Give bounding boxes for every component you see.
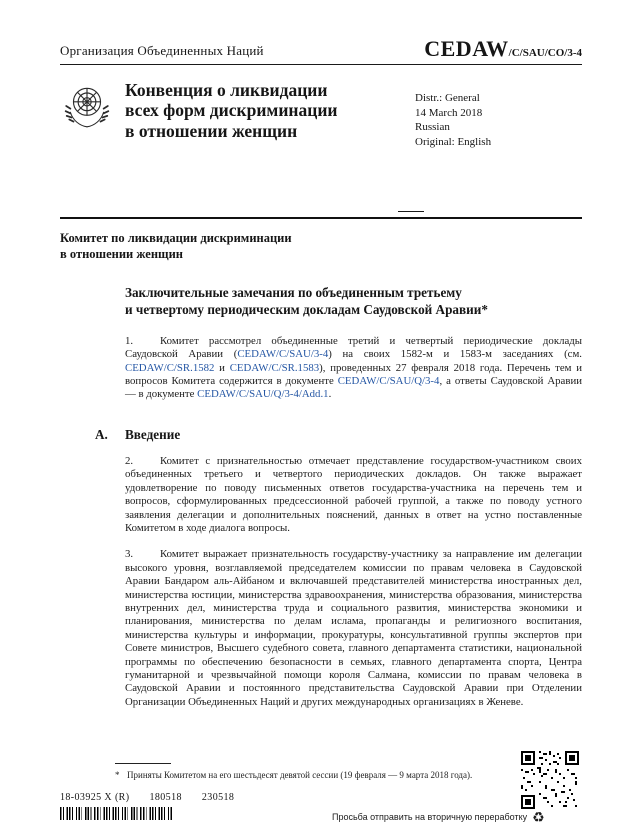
paragraph-3 [125, 548, 582, 709]
section-a-title: Введение [125, 426, 181, 442]
separator-rule [60, 217, 582, 219]
document-symbol [424, 36, 582, 62]
footnote-marker: * [115, 770, 120, 780]
paragraph-1-text: ), проведенных 27 февраля 2018 года. Перечень тем и вопросов Комитета содержится в документе [125, 361, 582, 388]
committee-line2: в отношении женщин [60, 247, 183, 261]
paragraph-1-text: , а ответы Саудовской Аравии — в документе [125, 375, 582, 401]
paragraph-1-number: 1. [125, 334, 134, 347]
paragraph-2-number: 2. [125, 454, 134, 467]
distr-original: Original: English [415, 135, 492, 148]
committee-heading [60, 230, 582, 262]
paragraph-1-text: и [214, 361, 230, 374]
barcode [60, 807, 172, 820]
footnote-text: Приняты Комитетом на его шестьдесят девятой сессии (19 февраля — 9 марта 2018 года). [127, 770, 473, 780]
masthead-main [60, 65, 582, 217]
paragraph-1-text: ) на своих 1582-м и 1583-м заседаниях (см. [328, 348, 582, 361]
section-a-letter: A. [95, 426, 108, 442]
paragraph-2 [125, 455, 582, 535]
document-symbol-big: CEDAW [424, 36, 509, 61]
distr-date: 14 March 2018 [415, 106, 483, 119]
paragraph-3-number: 3. [125, 548, 134, 561]
masthead-top [60, 36, 582, 62]
un-emblem-icon [61, 80, 113, 132]
distr-general: Distr.: General [415, 92, 480, 104]
link-cedaw-c-sr-1583[interactable]: CEDAW/C/SR.1583 [229, 361, 320, 374]
recycle-note [332, 810, 545, 824]
page-content [60, 36, 582, 720]
document-id: 18-03925 X (R) [60, 792, 130, 803]
document-symbol-rest: /C/SAU/CO/3-4 [508, 47, 582, 59]
link-cedaw-c-sau-q-3-4[interactable]: CEDAW/C/SAU/Q/3-4 [337, 375, 440, 388]
qr-code [521, 751, 579, 809]
link-cedaw-c-sau-q-3-4-add1[interactable]: CEDAW/C/SAU/Q/3-4/Add.1 [197, 388, 329, 401]
committee-line1: Комитет по ликвидации дискриминации [60, 231, 292, 245]
convention-title [125, 65, 582, 141]
recycle-icon: ♻ [532, 809, 545, 825]
separator-wrap [60, 217, 582, 219]
footer-date-2: 230518 [201, 792, 235, 803]
document-title-line1: Заключительные замечания по объединенным третьему [125, 285, 462, 300]
paragraph-1 [125, 335, 582, 402]
footer-date-1: 180518 [149, 792, 182, 803]
separator-dash [398, 211, 424, 212]
convention-title-line1: Конвенция о ликвидации [125, 80, 328, 100]
distr-language: Russian [415, 121, 450, 134]
org-name: Организация Объединенных Наций [60, 43, 264, 58]
paragraph-1-text: . [328, 388, 332, 401]
paragraph-1-text: Комитет рассмотрел объединенные третий и четвертый периодические доклады Саудовской Аравии ( [125, 334, 582, 361]
section-a-heading [95, 427, 582, 443]
document-id-line [60, 792, 254, 803]
footnote [115, 770, 545, 780]
footnote-rule [115, 763, 171, 764]
recycle-text: Просьба отправить на вторичную переработку [332, 812, 528, 822]
paragraph-2-text: Комитет с признательностью отмечает представление государством-участником своих объединенных третьего и четвертого периодических докладов. Он также выражает удовлетворение по поводу письменных ответов государства-участника на перечень тем и вопросов, сформулированных предсессионной рабочей группой, а также по поводу устного заявления делегации и дополнительных пояснений, данных в ответ на устно поставленные Комитетом в ходе диалога вопросы. [125, 454, 582, 534]
document-title [125, 284, 582, 319]
convention-title-line3: в отношении женщин [125, 120, 298, 141]
convention-title-line2: всех форм дискриминации [125, 100, 338, 121]
document-title-line2: и четвертому периодическим докладам Саудовской Аравии* [125, 302, 488, 318]
link-cedaw-c-sau-3-4[interactable]: CEDAW/C/SAU/3-4 [237, 348, 329, 361]
distribution-block [415, 91, 491, 149]
link-cedaw-c-sr-1582[interactable]: CEDAW/C/SR.1582 [125, 361, 215, 374]
paragraph-3-text: Комитет выражает признательность государству-участнику за направление им делегации высокого уровня, возглавляемой председателем комиссии по правам человека в Саудовской Аравии Бандаром аль-Айбаном и включавшей представителей министерства иностранных дел, министерства юстиции, министерства здравоохранения, министерства образования, министерства внутренних дел, министерства труда и социального развития, министерства экономики и планирования, министерства по делам ислама, пропаганды и религиозного воспитания, министерства культуры и информации, прокуратуры, консультативной группы экспертов при Совете министров, Высшего судебного совета, главного департамента статистики, национальной программы по обеспечению безопасности в семьях, главного департамента спорта, Центра гуманитарной и чрезвычайной помощи короля Салмана, комиссии по правам человека в Саудовской Аравии и постоянного представительства Саудовской Аравии при Отделении Организации Объединенных Наций и других международных организациях в Женеве. [125, 548, 582, 708]
